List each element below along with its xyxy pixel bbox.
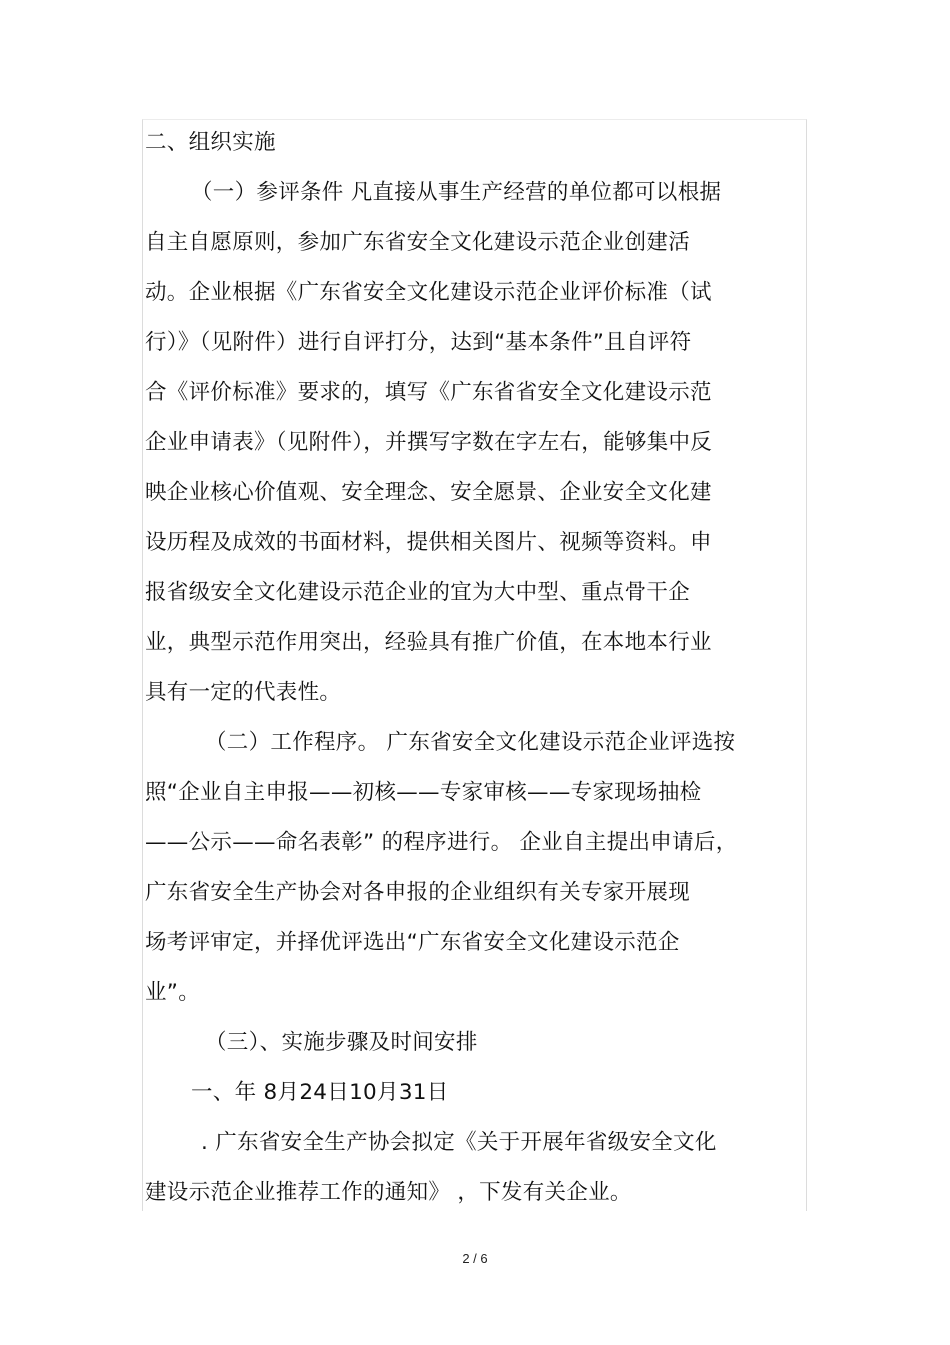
- paragraph-line: 合《评价标准》要求的，填写《广东省省安全文化建设示范: [145, 380, 712, 405]
- paragraph-line: 设历程及成效的书面材料，提供相关图片、视频等资料。申: [145, 530, 712, 555]
- paragraph-line: 建设示范企业推荐工作的通知》 ，下发有关企业。: [145, 1180, 632, 1205]
- section-heading: 二、组织实施: [145, 130, 276, 155]
- paragraph-line: 业”。: [145, 980, 201, 1005]
- paragraph-line: 映企业核心价值观、安全理念、安全愿景、企业安全文化建: [145, 480, 712, 505]
- paragraph-line: 照“企业自主申报——初核——专家审核——专家现场抽检: [145, 780, 702, 805]
- page-number: 2 / 6: [462, 1251, 488, 1266]
- paragraph-line: （二）工作程序。 广东省安全文化建设示范企业评选按: [205, 730, 736, 755]
- date-line: 一、年 8月24日10月31日: [191, 1080, 449, 1105]
- paragraph-line: 场考评审定，并择优评选出“广东省安全文化建设示范企: [145, 930, 680, 955]
- paragraph-line: 自主自愿原则，参加广东省安全文化建设示范企业创建活: [145, 230, 691, 255]
- paragraph-line: 业，典型示范作用突出，经验具有推广价值，在本地本行业: [145, 630, 712, 655]
- paragraph-line: 广东省安全生产协会对各申报的企业组织有关专家开展现: [145, 880, 691, 905]
- paragraph-line: 具有一定的代表性。: [145, 680, 342, 705]
- paragraph-line: 动。企业根据《广东省安全文化建设示范企业评价标准（试: [145, 280, 712, 305]
- paragraph-line: 报省级安全文化建设示范企业的宜为大中型、重点骨干企: [145, 580, 691, 605]
- paragraph-line: ——公示——命名表彰” 的程序进行。 企业自主提出申请后，: [145, 830, 738, 855]
- subsection-heading: （三）、实施步骤及时间安排: [205, 1030, 478, 1055]
- paragraph-line: 企业申请表》（见附件），并撰写字数在字左右，能够集中反: [145, 430, 713, 455]
- paragraph-line: . 广东省安全生产协会拟定《关于开展年省级安全文化: [201, 1130, 717, 1155]
- paragraph-line: （一）参评条件 凡直接从事生产经营的单位都可以根据: [191, 180, 722, 205]
- paragraph-line: 行）》（见附件）进行自评打分，达到“基本条件”且自评符: [145, 330, 692, 355]
